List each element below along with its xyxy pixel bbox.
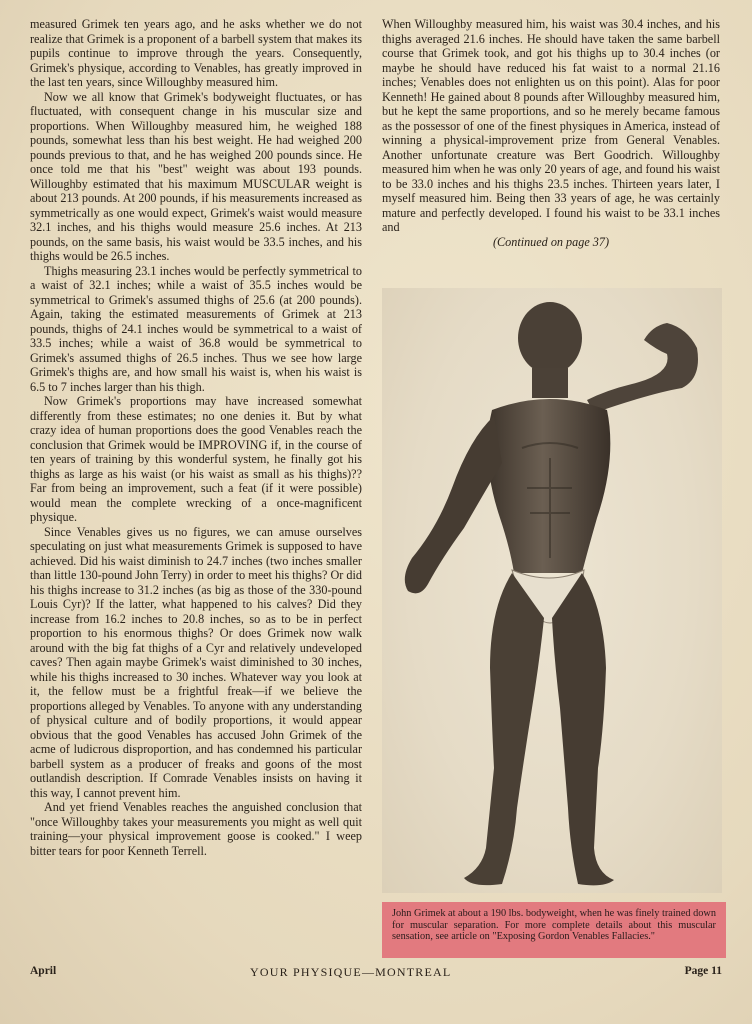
article-paragraph: And yet friend Venables reaches the anguished conclusion that "once Willoughby takes your measurements you might as well quit training—your physical improvement goose is cooked." I weep bitter tears for poor Kenneth Terrell. — [30, 800, 362, 858]
footer-page-number: Page 11 — [684, 965, 722, 977]
article-paragraph: When Willoughby measured him, his waist was 30.4 inches, and his thighs averaged 21.6 inches. He should have taken the same barbell course that Grimek took, and got his thighs up to 30.4 inches (or maybe he should have reduced his fat waist to a normal 21.16 inches; Venables does not enlighten us on this point). Alas for poor Kenneth! He gained about 8 pounds after Willoughby measured him, but he kept the same proportions, and so he merely became famous as the possessor of one of the finest physiques in America, instead of winning a physical-improvement prize from General Venables. Another unfortunate creature was Bert Goodrich. Willoughby measured him when he was only 20 years of age, and found his waist to be 33.0 inches and his thighs 23.5 inches. Thirteen years later, I myself measured him. Being then 33 years of age, he was certainly mature and perfectly developed. I found his waist to be 33.1 inches and — [382, 17, 720, 234]
article-right-column — [382, 17, 720, 249]
continued-note: (Continued on page 37) — [492, 234, 610, 249]
article-paragraph: Now Grimek's proportions may have increased somewhat differently from these estimates; no one denies it. But by what crazy idea of human proportions does the good Venables reach the conclusion that Grimek would be IMPROVING if, in the course of ten years of training by this wonderful system, he finally got his thighs as large as his waist (or his waist as small as his thighs)?? Far from being an improvement, such a feat (if it were possible) would mean the complete wrecking of a once-magnificent physique. — [30, 394, 362, 524]
left-leg — [464, 573, 544, 885]
footer-month: April — [30, 965, 57, 977]
page-footer — [30, 965, 722, 981]
caption-text: John Grimek at about a 190 lbs. bodyweight, when he was finely trained down for muscular separation. For more complete details about this muscular sensation, see article on "Exposing Gordon Venables Fallacies." — [392, 908, 716, 942]
head-shape — [518, 302, 582, 374]
hanging-arm — [405, 416, 502, 593]
article-paragraph: Since Venables gives us no figures, we can amuse ourselves speculating on just what measurements Grimek is supposed to have achieved. Did his waist diminish to 24.7 inches (two inches smaller than little 130-pound John Terry) in order to meet his thighs? Or did his thighs increase to 31.2 inches (as big as those of the 330-pound Louis Cyr)? If the latter, what happened to his calves? Did they increase from 16.2 inches to 20.8 inches, so as to be in perfect proportion to his enormous thighs? Or does Grimek now walk around with the big fat thighs of a Cyr and relatively undeveloped caves? Then again maybe Grimek's waist diminished to 30 inches, while his thighs increased to 30 inches. Whatever way you look at it, the fellow must be a frightful freak—if we believe the proportions alleged by Venables. To anyone with any understanding of physical culture and of bodily proportions, it would appear obvious that the good Venables has accused John Grimek of the acme of ludicrous disproportion, and has condemned his particular barbell system as a producer of freaks and goons of the most outlandish description. If Comrade Venables insists on having it this way, I cannot prevent him. — [30, 524, 362, 800]
torso — [488, 399, 611, 573]
bodybuilder-photo — [382, 288, 722, 893]
right-leg — [552, 573, 614, 885]
article-paragraph: measured Grimek ten years ago, and he asks whether we do not realize that Grimek is a proponent of a barbell system that makes its pupils continue to improve through the years. Consequently, Grimek's physique, according to Venables, has greatly improved in the last ten years, since Willoughby measured him. — [30, 17, 362, 89]
photo-caption — [382, 902, 726, 958]
article-paragraph: Now we all know that Grimek's bodyweight fluctuates, or has fluctuated, with consequent change in his muscular size and proportions. When Willoughby measured him, he weighed 188 pounds, somewhat less than his best weight. He had weighed 200 pounds previous to that, and he has weighed 200 pounds since. He once told me that his "best" weight was about 193 pounds. Willoughby estimated that his maximum MUSCULAR weight is about 213 pounds. At 200 pounds, if his measurements increased as symmetrically as one would expect, Grimek's waist would measure 32.1 inches, and his thighs would measure 25.6 inches. At 213 pounds, on the same basis, his waist would be 33.5 inches, and his thighs would be 26.5 inches. — [30, 89, 362, 263]
footer-publication: YOUR PHYSIQUE—MONTREAL — [250, 965, 452, 979]
bodybuilder-figure-image — [382, 288, 722, 893]
raised-arm — [587, 323, 698, 413]
article-paragraph: Thighs measuring 23.1 inches would be perfectly symmetrical to a waist of 32.1 inches; while a waist of 35.5 inches would be symmetrical to Grimek's assumed thighs of 25.6 (at 200 pounds). Again, taking the estimated measurements of Grimek at 213 pounds, thighs of 24.1 inches would be symmetrical to a waist of 33.5 inches; while a waist of 36.8 would be symmetrical to Grimek's assumed thighs of 26.5 inches. Thus we see how large Grimek's thighs are, and how small his waist is, when his waist is 6.5 to 7 inches larger than his thigh. — [30, 263, 362, 394]
article-left-column — [30, 17, 362, 858]
